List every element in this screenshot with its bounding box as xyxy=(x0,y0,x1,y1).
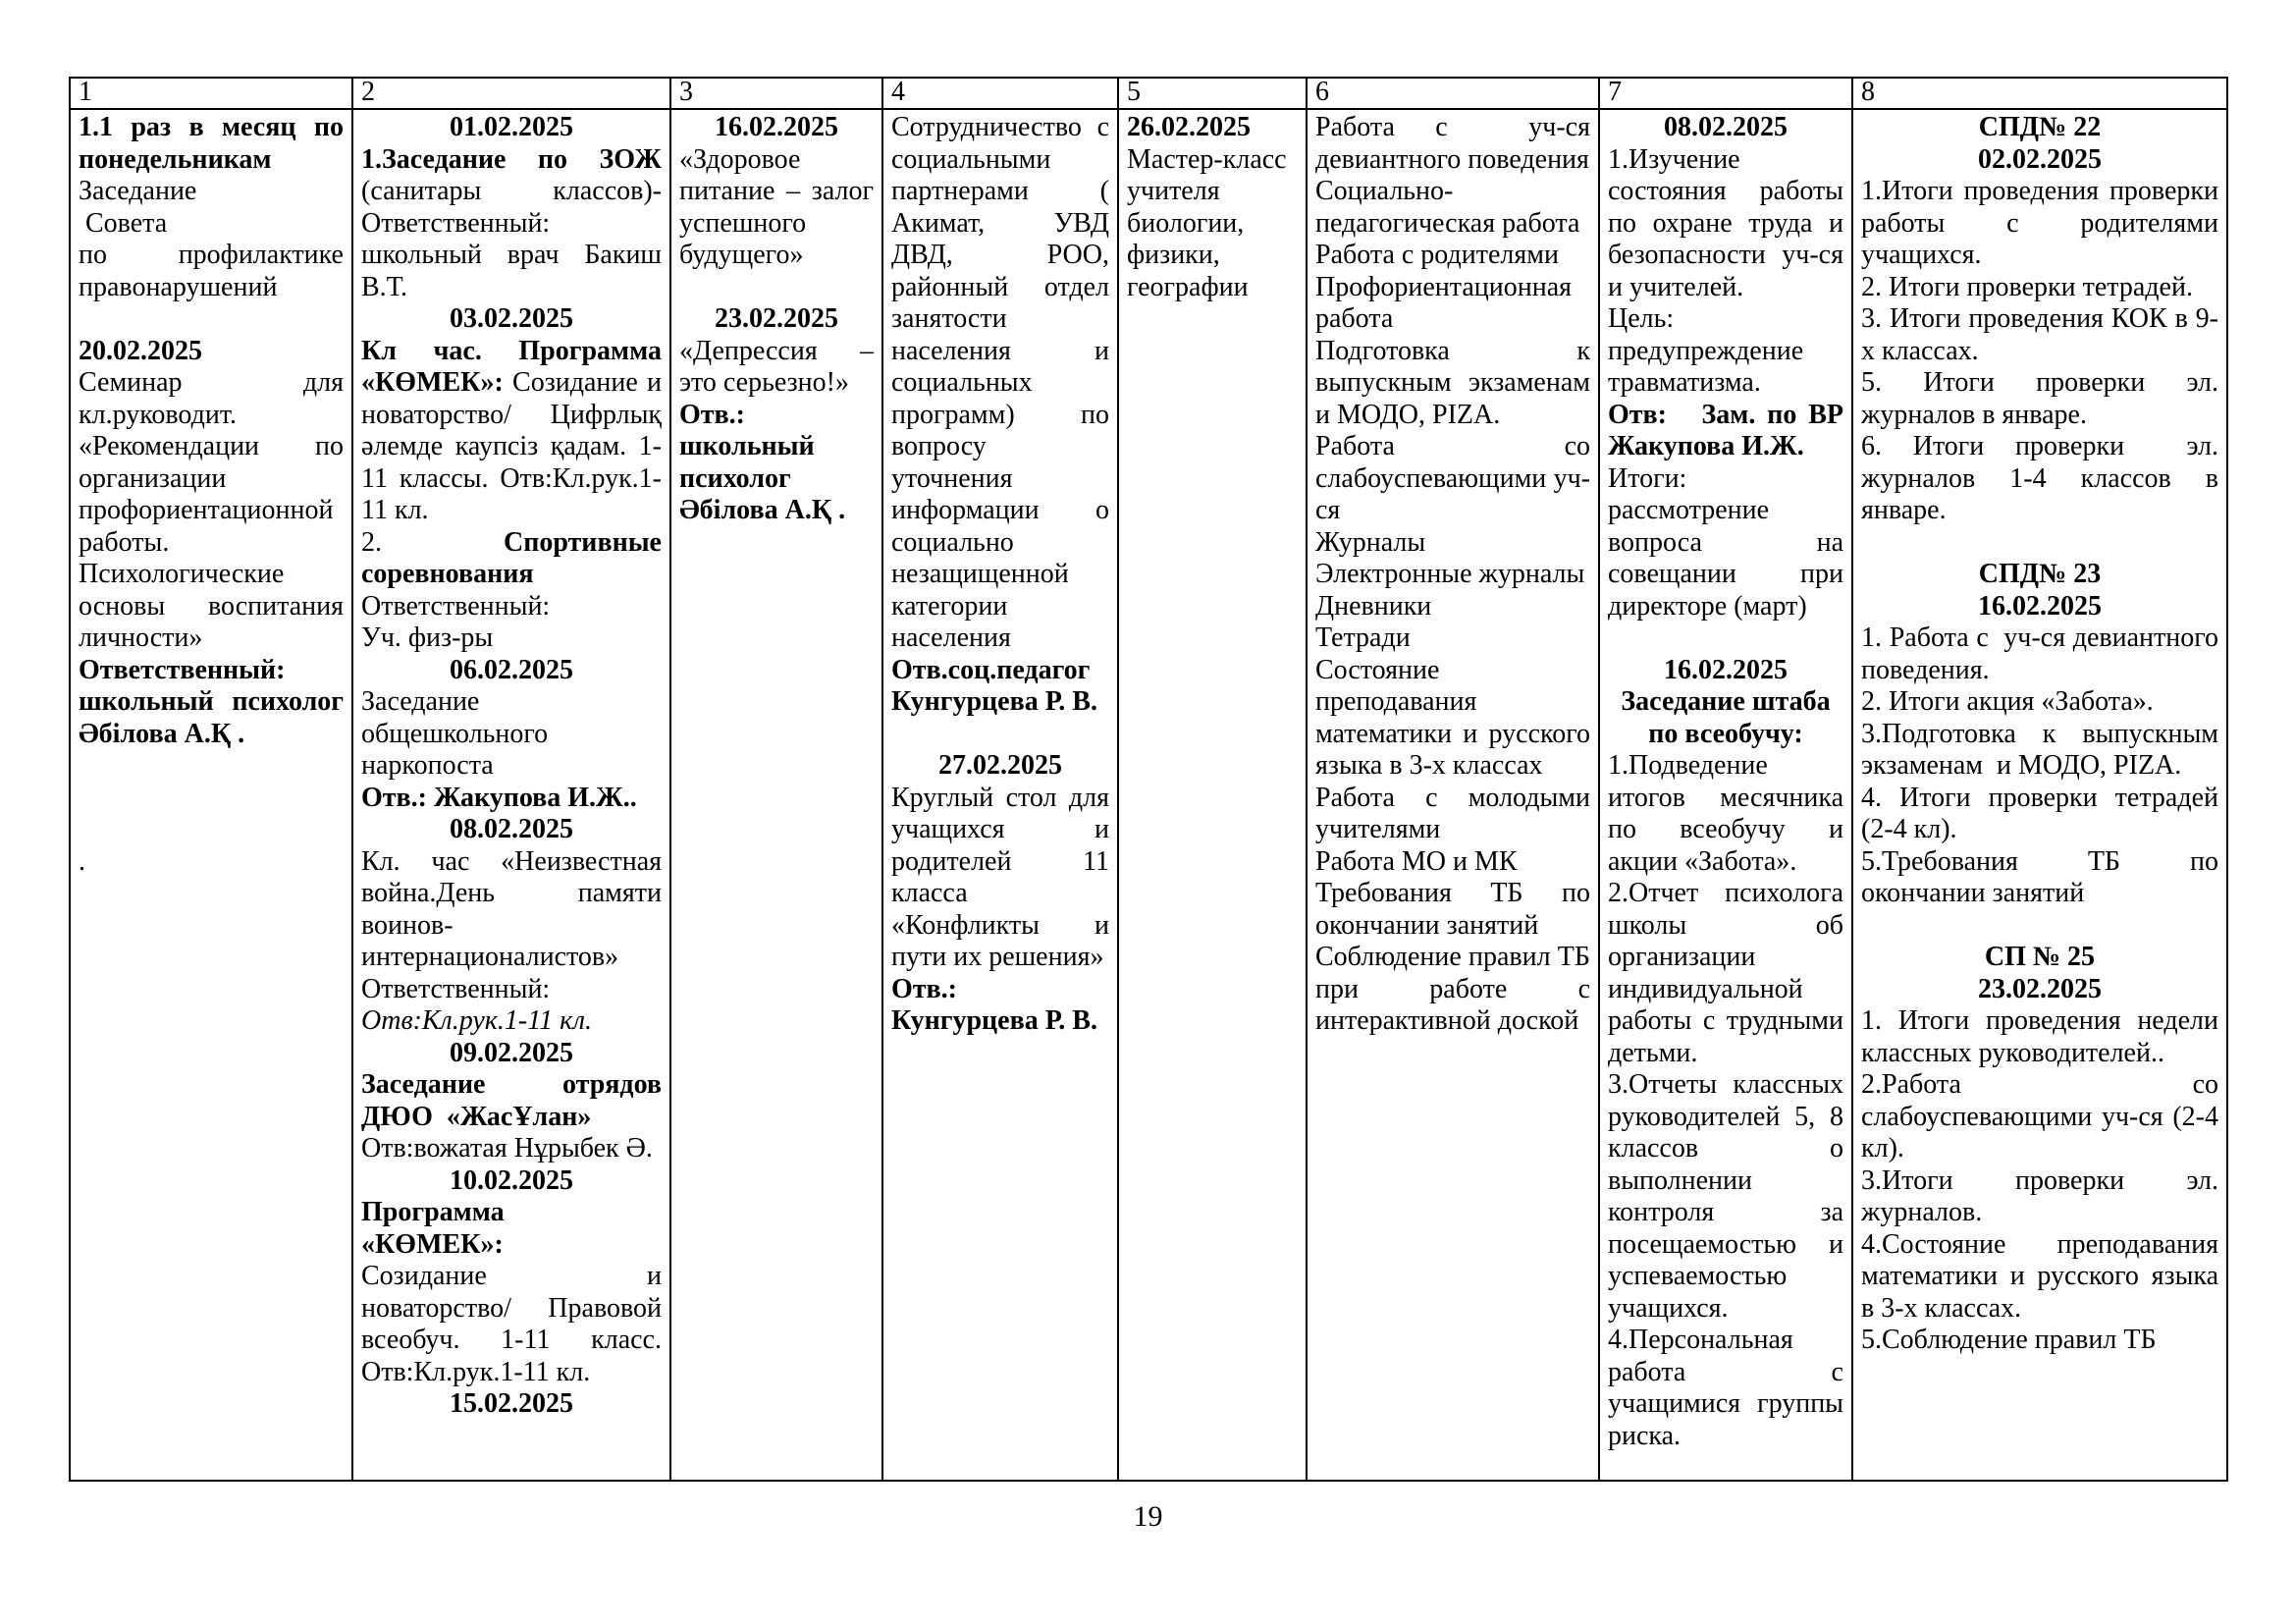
table-body-row xyxy=(70,109,2227,1481)
cell-paragraph xyxy=(361,1165,662,1198)
cell-paragraph xyxy=(1608,143,1850,304)
cell-paragraph xyxy=(1861,1069,2225,1165)
cell-paragraph xyxy=(679,143,881,272)
cell-paragraph xyxy=(79,814,344,846)
text-run: Работа с молодыми учителями xyxy=(1315,782,1597,844)
column-header-1: 1 xyxy=(70,78,352,109)
column-header-4: 4 xyxy=(882,78,1118,109)
text-run: 16.02.2025 xyxy=(1978,590,2102,622)
text-run: «Депрессия – это серьезно!» xyxy=(679,335,881,398)
cell-paragraph xyxy=(1315,878,1597,942)
text-run: 02.02.2025 xyxy=(1978,143,2102,175)
cell-paragraph xyxy=(79,208,344,241)
cell-paragraph xyxy=(79,303,344,336)
cell-paragraph xyxy=(79,240,350,303)
cell-paragraph xyxy=(1861,1325,2218,1357)
text-run: 2.Работа со слабоуспевающими уч-ся (2-4 кл). xyxy=(1861,1069,2225,1164)
cell-paragraph xyxy=(361,143,668,304)
text-run: 06.02.2025 xyxy=(450,654,573,685)
text-run: СП № 25 xyxy=(1984,942,2096,972)
text-run: 2.Отчет психолога школы об организации индивидуальной работы с трудными детьми. xyxy=(1608,878,1850,1068)
cell-paragraph xyxy=(79,367,350,655)
cell-paragraph xyxy=(1608,1325,1850,1452)
cell-paragraph xyxy=(679,303,874,336)
column-header-2: 2 xyxy=(352,78,670,109)
text-run: 1.Изучение состояния работы по охране труда и безопасности уч-ся и учителей. xyxy=(1608,143,1850,302)
cell-paragraph xyxy=(361,686,662,783)
cell-paragraph xyxy=(1315,942,1597,1038)
cell-paragraph xyxy=(361,623,662,655)
table-cell-2 xyxy=(352,109,670,1481)
cell-paragraph xyxy=(1315,431,1597,527)
text-run: «КӨМЕК»: xyxy=(361,1228,504,1260)
cell-paragraph xyxy=(361,1038,662,1070)
cell-paragraph xyxy=(1861,1005,2225,1069)
text-run: Электронные журналы xyxy=(1315,559,1585,589)
text-run: 2. xyxy=(361,526,504,558)
text-run: 20.02.2025 xyxy=(79,335,202,366)
text-run: Отв.: Кунгурцева Р. В. xyxy=(891,973,1097,1036)
cell-paragraph xyxy=(361,1261,668,1388)
cell-paragraph xyxy=(361,783,662,815)
text-run: 01.02.2025 xyxy=(450,112,573,142)
text-run: Созидание и новаторство/ Цифрлық әлемде каупсіз қадам. 1-11 классы. Отв:Кл.рук.1-11 кл. xyxy=(361,367,668,525)
text-run: 3.Отчеты классных руководителей 5, 8 классов о выполнении контроля за посещаемостью и успеваемостью учащихся. xyxy=(1608,1069,1850,1324)
text-run: 2. Итоги акция «Забота». xyxy=(1861,686,2154,717)
cell-paragraph xyxy=(1861,974,2218,1006)
text-run: Заседание отрядов ДЮО «ЖасҰлан» xyxy=(361,1069,668,1132)
cell-paragraph xyxy=(361,1229,662,1262)
text-run: 16.02.2025 xyxy=(715,112,838,142)
text-run: 15.02.2025 xyxy=(450,1388,573,1419)
cell-paragraph xyxy=(1861,367,2225,431)
cell-paragraph xyxy=(891,750,1109,783)
text-run: 4. Итоги проверки тетрадей (2-4 кл). xyxy=(1861,782,2225,844)
table-cell-3 xyxy=(670,109,882,1481)
cell-paragraph xyxy=(79,176,344,208)
table-header-row xyxy=(70,78,2227,109)
cell-paragraph xyxy=(361,526,668,591)
text-run: Кл час. Программа «КӨМЕК»: xyxy=(361,335,668,398)
cell-paragraph xyxy=(1861,272,2218,304)
table-cell-8 xyxy=(1852,109,2227,1481)
cell-paragraph xyxy=(1861,910,2218,943)
cell-paragraph xyxy=(1608,623,1843,655)
text-run: 3.Подготовка к выпускным экзаменам и МОДО, PIZA. xyxy=(1861,718,2225,781)
cell-paragraph xyxy=(79,846,344,879)
cell-paragraph xyxy=(1861,303,2218,367)
text-run: «Здоровое питание – залог успешного будущего» xyxy=(679,143,881,270)
cell-paragraph xyxy=(1861,591,2218,623)
cell-paragraph xyxy=(1861,845,2225,910)
cell-paragraph xyxy=(361,303,662,336)
cell-paragraph xyxy=(79,654,350,751)
text-run: Кл. час «Неизвестная война.День памяти воинов-интернационалистов» xyxy=(361,845,668,972)
cell-paragraph xyxy=(79,112,350,176)
cell-paragraph xyxy=(1861,782,2225,846)
text-run: 1.1 раз в месяц по понедельникам xyxy=(79,112,350,175)
cell-paragraph xyxy=(1861,942,2218,974)
cell-paragraph xyxy=(1315,112,1597,176)
cell-paragraph xyxy=(1608,750,1850,878)
text-run: Ответственный: xyxy=(361,973,551,1004)
text-run: Программа xyxy=(361,1197,505,1227)
cell-paragraph xyxy=(1127,112,1298,144)
column-header-7: 7 xyxy=(1599,78,1852,109)
cell-paragraph xyxy=(1315,527,1590,560)
column-header-5: 5 xyxy=(1118,78,1307,109)
cell-paragraph xyxy=(679,400,874,527)
cell-paragraph xyxy=(361,1388,662,1421)
text-run: Социально-педагогическая работа xyxy=(1315,176,1580,239)
cell-paragraph xyxy=(1315,782,1597,846)
text-run: Отв: Зам. по ВР Жакупова И.Ж. xyxy=(1608,399,1850,461)
text-run: Работа МО и МК xyxy=(1315,845,1518,877)
cell-paragraph xyxy=(1315,240,1590,272)
cell-paragraph xyxy=(361,1005,662,1038)
text-run: 27.02.2025 xyxy=(938,750,1062,781)
text-run: Цель: предупреждение травматизма. xyxy=(1608,303,1811,398)
cell-paragraph xyxy=(79,750,344,783)
text-run: Сотрудничество с социальными партнерами ( Акимат, УВД ДВД, РОО, районный отдел занятости населения и социальных программ) по вопросу уточнения информации о социально незащищенной категории населения xyxy=(891,112,1116,653)
text-run: Тетради xyxy=(1315,623,1411,653)
cell-paragraph xyxy=(361,1197,662,1229)
text-run: Требования ТБ по окончании занятий xyxy=(1315,878,1597,941)
text-run: Отв.: Жакупова И.Ж.. xyxy=(361,782,637,813)
cell-paragraph xyxy=(361,335,668,527)
text-run: Заседание штаба по всеобучу: xyxy=(1621,686,1838,749)
text-run: 1.Заседание по ЗОЖ xyxy=(361,143,668,175)
cell-paragraph xyxy=(1861,718,2225,783)
table-cell-7 xyxy=(1599,109,1852,1481)
column-header-6: 6 xyxy=(1307,78,1599,109)
cell-paragraph xyxy=(361,655,662,687)
cell-paragraph xyxy=(891,719,1109,751)
cell-paragraph xyxy=(361,1133,662,1165)
page-number: 19 xyxy=(1133,1500,1163,1533)
text-run: Ответственный: xyxy=(361,590,551,622)
text-run: Подготовка к выпускным экзаменам и МОДО, PIZA. xyxy=(1315,335,1604,430)
column-header-8: 8 xyxy=(1852,78,2227,109)
table-cell-4 xyxy=(882,109,1118,1481)
text-run: Совета xyxy=(79,207,168,239)
text-run: Работа со слабоуспевающими уч-ся xyxy=(1315,431,1597,525)
text-run: 4.Состояние преподавания математики и русского языка в 3-х классах. xyxy=(1861,1228,2225,1324)
text-run: 16.02.2025 xyxy=(1664,654,1788,685)
cell-paragraph xyxy=(1315,654,1597,783)
cell-paragraph xyxy=(679,112,874,144)
cell-paragraph xyxy=(1861,144,2218,177)
cell-paragraph xyxy=(891,782,1116,974)
monthly-plan-table xyxy=(69,77,2228,1482)
cell-paragraph xyxy=(1861,527,2218,560)
cell-paragraph xyxy=(361,112,662,144)
text-run: . xyxy=(79,845,85,877)
cell-paragraph xyxy=(1861,1164,2225,1229)
cell-paragraph xyxy=(1861,112,2218,144)
cell-paragraph xyxy=(891,974,1109,1038)
text-run: (санитары классов)-Ответственный: школьный врач Бакиш В.Т. xyxy=(361,176,668,302)
cell-paragraph xyxy=(1315,176,1590,240)
column-header-3: 3 xyxy=(670,78,882,109)
cell-paragraph xyxy=(1608,112,1843,144)
cell-paragraph xyxy=(1861,176,2225,272)
text-run: Журналы xyxy=(1315,526,1426,558)
cell-paragraph xyxy=(1315,272,1590,336)
text-run: Заседание xyxy=(79,176,197,206)
cell-paragraph xyxy=(1608,399,1850,463)
text-run: Соблюдение правил ТБ при работе с интерактивной доской xyxy=(1315,942,1597,1036)
text-run: Работа с родителями xyxy=(1315,240,1559,270)
text-run: Семинар для кл.руководит. «Рекомендации по организации профориентационной работы. Психологические основы воспитания личности» xyxy=(79,367,350,653)
text-run: 6. Итоги проверки эл. журналов 1-4 классов в январе. xyxy=(1861,431,2225,525)
text-run: 5.Соблюдение правил ТБ xyxy=(1861,1325,2157,1355)
text-run: Профориентационная работа xyxy=(1315,271,1579,334)
cell-paragraph xyxy=(361,974,662,1006)
cell-paragraph xyxy=(1861,1228,2225,1326)
cell-paragraph xyxy=(1861,559,2218,591)
cell-paragraph xyxy=(1315,559,1590,591)
text-run: СПД№ 22 xyxy=(1978,112,2102,142)
text-run: 26.02.2025 xyxy=(1127,112,1251,142)
text-run: СПД№ 23 xyxy=(1978,559,2102,589)
text-run: 5. Итоги проверки эл. журналов в январе. xyxy=(1861,367,2225,430)
text-run: Уч. физ-ры xyxy=(361,623,494,653)
text-run: 3.Итоги проверки эл. журналов. xyxy=(1861,1164,2225,1227)
text-run: Мастер-класс учителя биологии, физики, географии xyxy=(1127,143,1294,302)
text-run: 4.Персональная работа с учащимися группы риска. xyxy=(1608,1325,1850,1451)
cell-paragraph xyxy=(79,336,344,368)
text-run: Отв:вожатая Нұрыбек Ә. xyxy=(361,1133,653,1164)
text-run: Заседание общешкольного наркопоста xyxy=(361,686,556,781)
text-run: по профилактике правонарушений xyxy=(79,240,350,302)
text-run: Отв:Кл.рук.1-11 кл. xyxy=(361,1005,592,1036)
text-run: Созидание и новаторство/ Правовой всеобуч. 1-11 класс. Отв:Кл.рук.1-11 кл. xyxy=(361,1261,668,1387)
cell-paragraph xyxy=(1608,303,1843,400)
cell-paragraph xyxy=(679,335,881,400)
cell-paragraph xyxy=(1315,623,1590,655)
cell-paragraph xyxy=(1127,144,1298,304)
text-run: Ответственный: школьный психолог Әбілова А.Қ . xyxy=(79,654,350,749)
text-run: 23.02.2025 xyxy=(715,303,838,334)
table-cell-1 xyxy=(70,109,352,1481)
text-run: 1.Подведение итогов месячника по всеобучу и акции «Забота». xyxy=(1608,750,1850,877)
text-run: Итоги: рассмотрение вопроса на совещании при директоре (март) xyxy=(1608,462,1850,622)
text-run: 03.02.2025 xyxy=(450,303,573,334)
text-run: 2. Итоги проверки тетрадей. xyxy=(1861,271,2193,302)
cell-paragraph xyxy=(1315,846,1590,879)
cell-paragraph xyxy=(1608,655,1843,687)
cell-paragraph xyxy=(361,814,662,846)
cell-paragraph xyxy=(1315,335,1604,432)
text-run: 09.02.2025 xyxy=(450,1037,573,1068)
cell-paragraph xyxy=(1608,878,1850,1069)
table-cell-5 xyxy=(1118,109,1307,1481)
cell-paragraph xyxy=(1315,591,1590,623)
cell-paragraph xyxy=(1608,686,1843,750)
table-cell-6 xyxy=(1307,109,1604,1481)
cell-paragraph xyxy=(361,591,662,623)
text-run: Отв.: школьный психолог Әбілова А.Қ . xyxy=(679,399,846,525)
cell-paragraph xyxy=(679,272,874,304)
text-run: Работа с уч-ся девиантного поведения xyxy=(1315,112,1597,175)
cell-paragraph xyxy=(891,655,1109,719)
cell-paragraph xyxy=(1861,686,2218,719)
text-run: Круглый стол для учащихся и родителей 11 класса «Конфликты и пути их решения» xyxy=(891,782,1116,972)
text-run: Состояние преподавания математики и русского языка в 3-х классах xyxy=(1315,654,1597,781)
cell-paragraph xyxy=(361,845,668,974)
text-run: 1.Итоги проведения проверки работы с родителями учащихся. xyxy=(1861,176,2225,270)
text-run: 3. Итоги проведения КОК в 9-х классах. xyxy=(1861,303,2218,366)
text-run: 08.02.2025 xyxy=(1664,112,1788,142)
cell-paragraph xyxy=(1861,623,2225,686)
text-run: 5.Требования ТБ по окончании занятий xyxy=(1861,845,2225,908)
cell-paragraph xyxy=(361,1069,668,1133)
text-run: 23.02.2025 xyxy=(1978,973,2102,1004)
text-run: 10.02.2025 xyxy=(450,1164,573,1196)
text-run: Отв.соц.педагог Кунгурцева Р. В. xyxy=(891,654,1097,717)
cell-paragraph xyxy=(1608,462,1850,623)
text-run: Спортивные соревнования xyxy=(361,526,668,589)
text-run: 08.02.2025 xyxy=(450,814,573,844)
cell-paragraph xyxy=(891,112,1116,655)
text-run: 1. Работа с уч-ся девиантного поведения. xyxy=(1861,623,2225,685)
text-run: 1. Итоги проведения недели классных руководителей.. xyxy=(1861,1005,2225,1068)
cell-paragraph xyxy=(1861,431,2225,527)
text-run: Дневники xyxy=(1315,590,1432,622)
cell-paragraph xyxy=(79,783,344,815)
cell-paragraph xyxy=(1608,1069,1850,1325)
